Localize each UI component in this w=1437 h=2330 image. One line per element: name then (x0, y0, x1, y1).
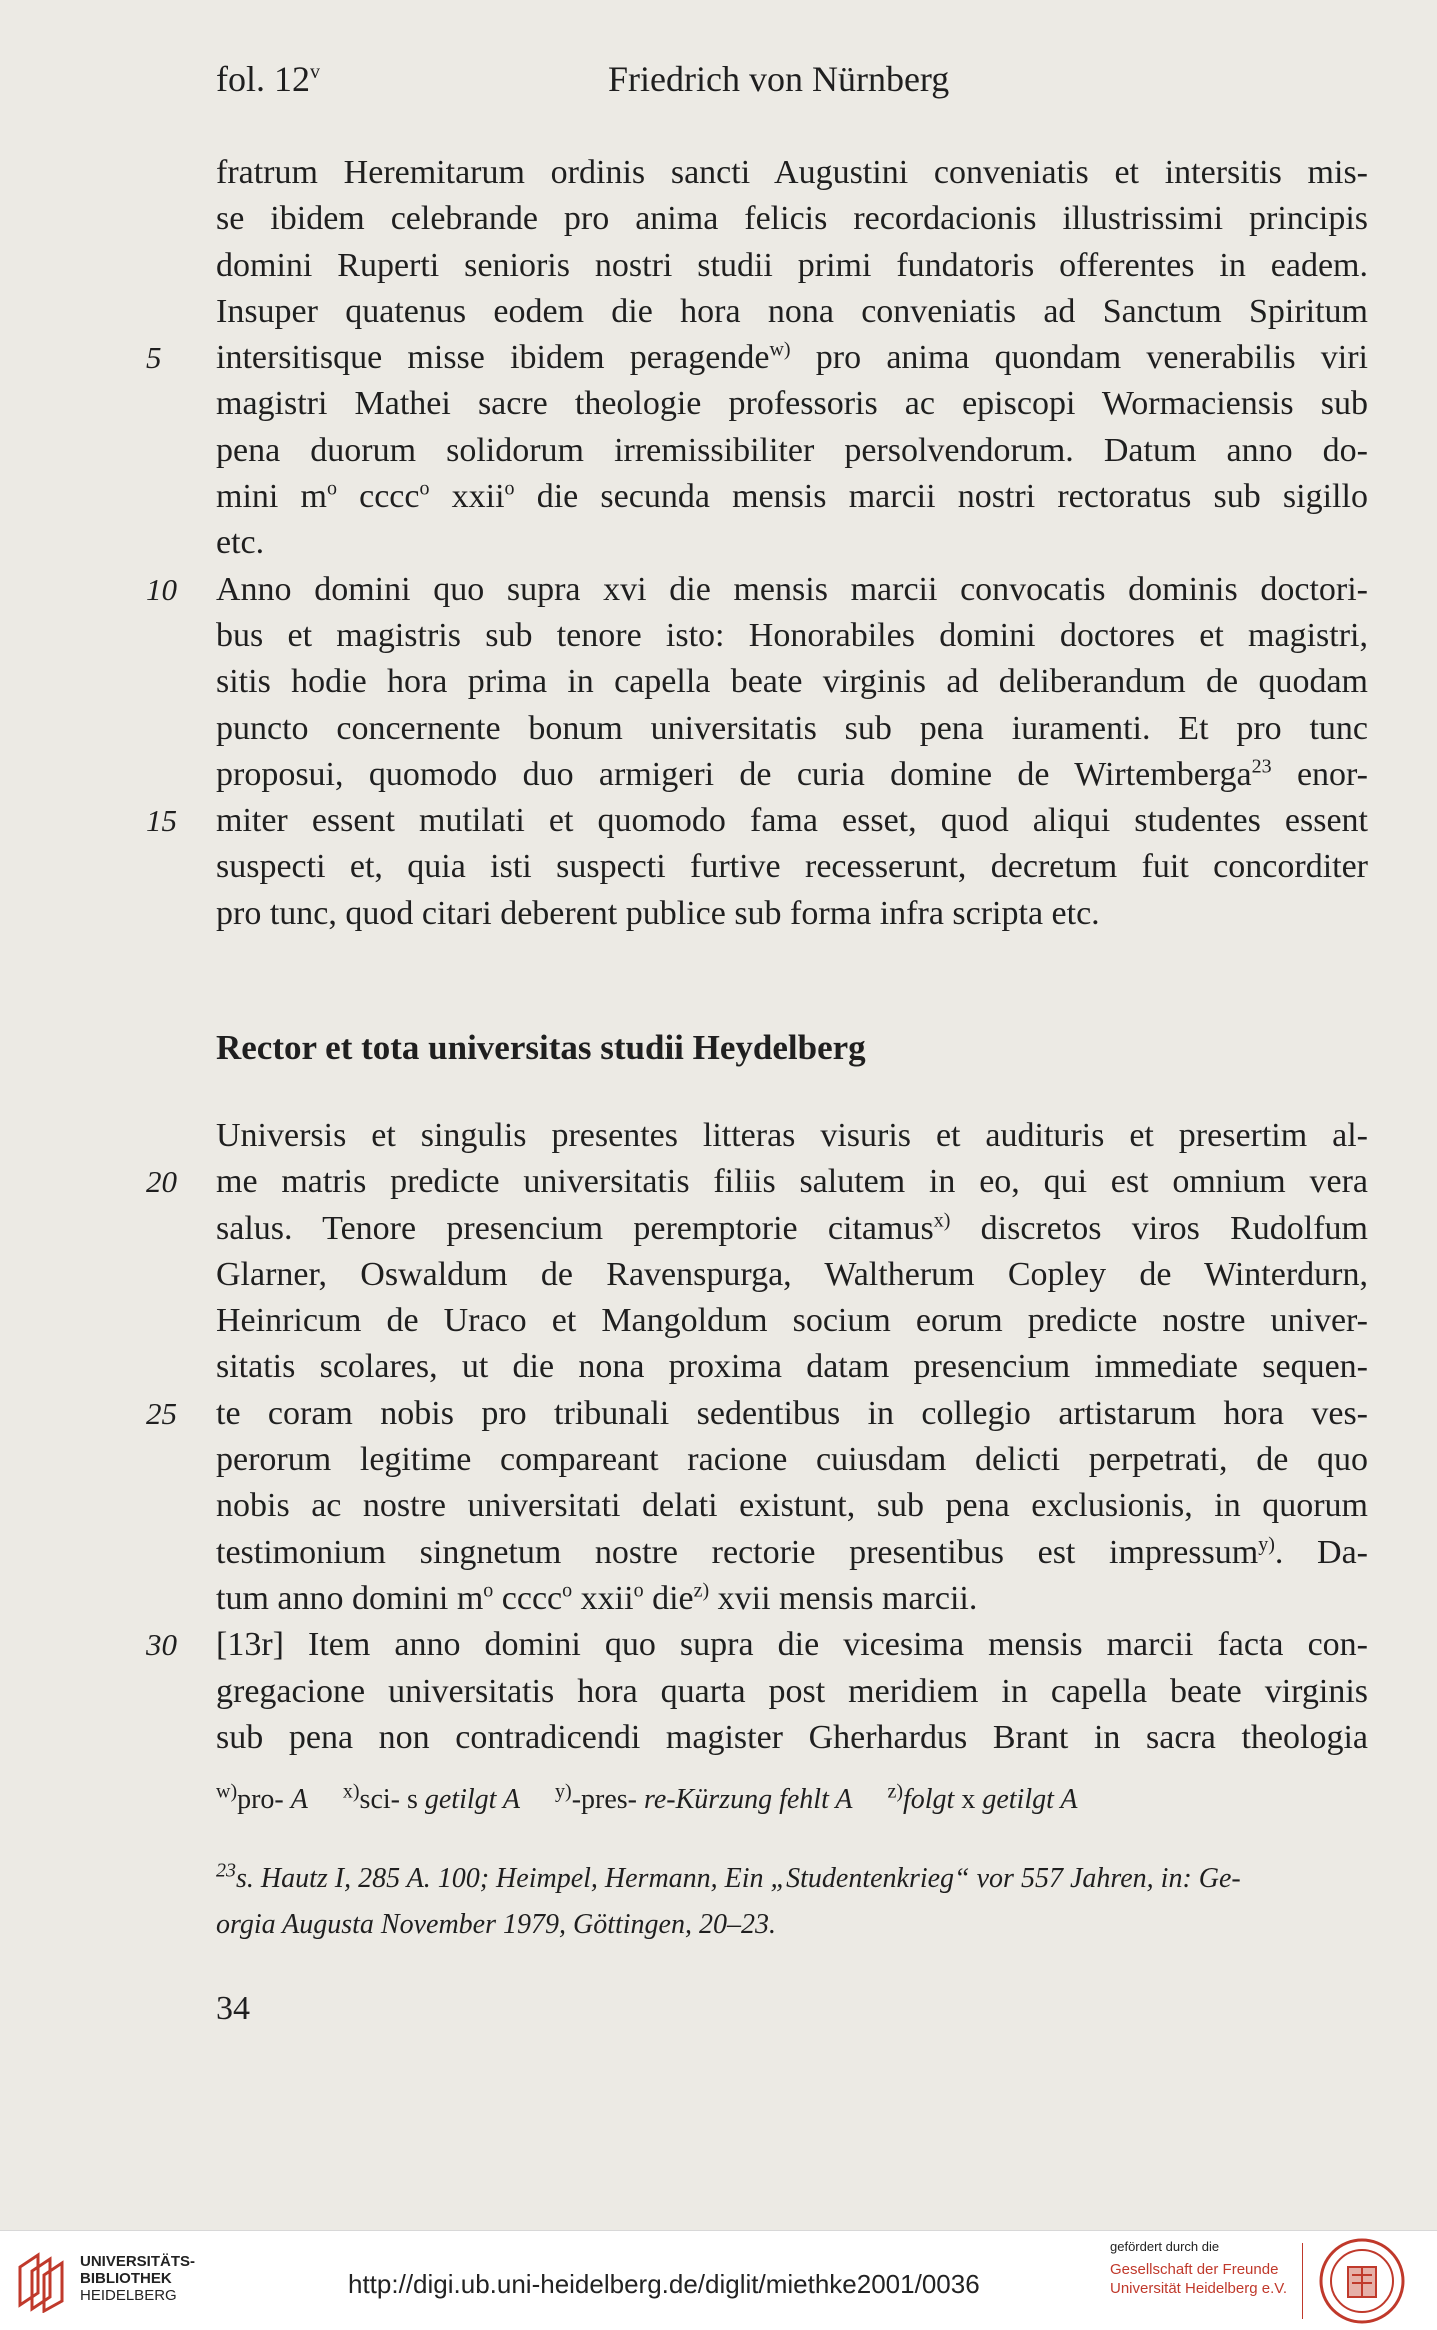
text-line: miter essent mutilati et quomodo fama esset, quod aliqui studentes essent 15 (216, 798, 1368, 844)
text-line: se ibidem celebrande pro anima felicis recordacionis illustrissimi principis (216, 200, 1368, 238)
university-seal-icon (1318, 2237, 1406, 2325)
folio-label: fol. 12$^v$ (216, 59, 320, 99)
permalink-url[interactable]: http://digi.ub.uni-heidelberg.de/diglit/miethke2001/0036 (348, 2269, 980, 2299)
line-number: 15 (146, 803, 177, 839)
text-line: Universis et singulis presentes litteras visuris et audituris et presertim al- (216, 1117, 1368, 1154)
page-number: 34 (216, 1990, 250, 2027)
text-line: [13r] Item anno domini quo supra die vicesima mensis marcii facta con- 30 (216, 1622, 1368, 1668)
text-line: salus. Tenore presencium peremptorie citamus$^{x)}$ discretos viros Rudolfum (216, 1209, 1368, 1247)
text-line: gregacione universitatis hora quarta post meridiem in capella beate virginis (216, 1672, 1368, 1710)
text-line: perorum legitime compareant racione cuiusdam delicti perpetrati, de quo (216, 1441, 1368, 1479)
sponsor-block: gefördert durch die Gesellschaft der Freunde Universität Heidelberg e.V. (1110, 2239, 1288, 2297)
divider (1302, 2243, 1303, 2319)
line-number: 5 (146, 340, 162, 376)
text-block-2 (146, 1113, 1369, 1761)
text-line: sitis hodie hora prima in capella beate virginis ad deliberandum de quodam (216, 663, 1368, 701)
footnote-23: $^{23}$s. Hautz I, 285 A. 100; Heimpel, Hermann, Ein „Studentenkrieg“ vor 557 Jahren, in: Ge- orgia Augusta November 1979, Göttingen, 20–23. (216, 1859, 1241, 1940)
running-title: Friedrich von Nürnberg (608, 59, 950, 99)
running-header (0, 58, 1437, 108)
text-line: intersitisque misse ibidem peragende$^{w)}$ pro anima quondam venerabilis viri 5 (216, 335, 1368, 381)
text-line: suspecti et, quia isti suspecti furtive recesserunt, decretum fuit concorditer (216, 848, 1368, 886)
line-number: 25 (146, 1395, 177, 1431)
text-block-1 (146, 150, 1368, 937)
text-line: Heinricum de Uraco et Mangoldum socium eorum predicte nostre univer- (216, 1302, 1368, 1340)
viewer-footer (0, 2230, 1437, 2330)
text-line: Glarner, Oswaldum de Ravenspurga, Waltherum Copley de Winterdurn, (216, 1255, 1368, 1293)
line-number: 10 (146, 571, 177, 607)
text-line: te coram nobis pro tribunali sedentibus in collegio artistarum hora ves- 25 (216, 1391, 1368, 1437)
text-line: sitatis scolares, ut die nona proxima datam presencium immediate sequen- (216, 1348, 1368, 1386)
text-line: mini $m^o$ cccc$^o$ xxii$^o$ die secunda mensis marcii nostri rectoratus sub sigillo (216, 477, 1368, 516)
line-number: 30 (146, 1627, 177, 1663)
text-line: proposui, quomodo duo armigeri de curia domine de Wirtemberga$^{23}$ enor- (216, 755, 1368, 793)
line-number: 20 (146, 1164, 177, 1200)
library-logo-icon (12, 2249, 68, 2313)
text-line: Insuper quatenus eodem die hora nona conveniatis ad Sanctum Spiritum (216, 292, 1368, 330)
library-name: UNIVERSITÄTS- BIBLIOTHEK HEIDELBERG (80, 2253, 196, 2304)
text-line: testimonium singnetum nostre rectorie presentibus est impressum$^{y)}$. Da- (216, 1533, 1369, 1571)
section-heading: Rector et tota universitas studii Heydelberg (216, 1028, 866, 1067)
text-line: magistri Mathei sacre theologie professoris ac episcopi Wormaciensis sub (216, 385, 1368, 423)
text-line: fratrum Heremitarum ordinis sancti Augustini conveniatis et intersitis mis- (216, 154, 1368, 191)
text-line: nobis ac nostre universitati delati existunt, sub pena exclusionis, in quorum (216, 1487, 1368, 1525)
text-line: puncto concernente bonum universitatis sub pena iuramenti. Et pro tunc (216, 709, 1368, 747)
text-line: domini Ruperti senioris nostri studii primi fundatoris offerentes in eadem. (216, 246, 1368, 284)
apparatus-notes: $^{w)}$pro- A $^{x)}$sci- s getilgt A $^{y)}$-pres- re-Kürzung fehlt A $^{z)}$folgt x getilgt A (216, 1780, 1078, 1815)
text-line: sub pena non contradicendi magister Gherhardus Brant in sacra theologia (216, 1718, 1368, 1756)
text-line: etc. (216, 524, 265, 562)
text-line: Anno domini quo supra xvi die mensis marcii convocatis dominis doctori- 10 (216, 567, 1368, 613)
text-line: tum anno domini $m^o$ cccc$^o$ xxii$^o$ die$^{z)}$ xvii mensis marcii. (216, 1579, 978, 1617)
text-line: pro tunc, quod citari deberent publice sub forma infra scripta etc. (216, 894, 1100, 932)
text-line: me matris predicte universitatis filiis salutem in eo, qui est omnium vera 20 (216, 1159, 1368, 1205)
text-line: bus et magistris sub tenore isto: Honorabiles domini doctores et magistri, (216, 616, 1368, 654)
text-line: pena duorum solidorum irremissibiliter persolvendorum. Datum anno do- (216, 431, 1368, 469)
